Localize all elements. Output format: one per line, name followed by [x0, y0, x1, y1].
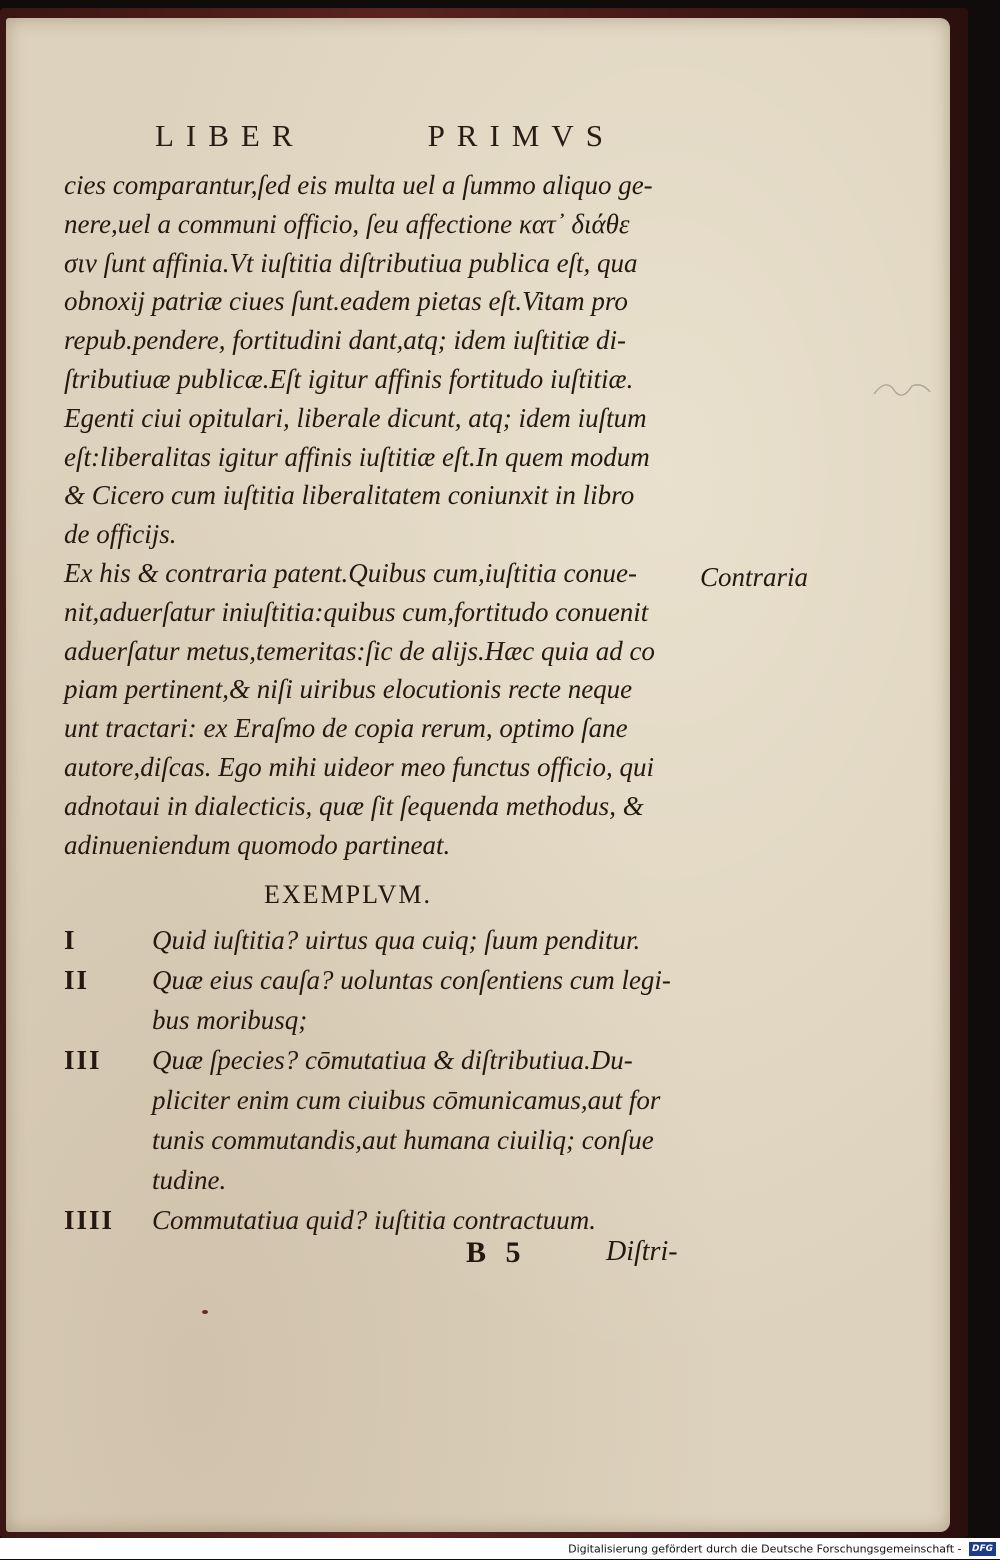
running-head-right: PRIMVS [427, 118, 615, 153]
body-text [64, 166, 704, 864]
text-line: adnotaui in dialecticis, quæ ſit ſequenda methodus, & [64, 790, 644, 821]
margin-note: Contraria [700, 562, 809, 592]
item-line: Quæ eius cauſa? uoluntas conſentiens cum legi- [152, 965, 671, 995]
text-line: aduerſatur metus,temeritas:ſic de alijs.Hæc quia ad co [64, 635, 655, 666]
text-line: obnoxij patriæ ciues ſunt.eadem pietas eſt.Vitam pro [64, 286, 628, 317]
text-line: eſt:liberalitas igitur affinis iuſtitiæ eſt.In quem modum [64, 441, 650, 472]
item-line: Commutatiua quid? iuſtitia contractuum. [152, 1205, 596, 1235]
text-line: cies comparantur,ſed eis multa uel a ſummo aliquo ge- [64, 170, 653, 200]
pencil-mark [872, 372, 932, 402]
item-numeral: II [64, 965, 90, 995]
text-line: adinueniendum quomodo partineat. [64, 829, 451, 860]
text-line: σιν ſunt affinia.Vt iuſtitia diſtributiua publica eſt, qua [64, 247, 638, 278]
item-text [152, 1200, 596, 1240]
text-line: piam pertinent,& niſi uiribus elocutionis recte neque [64, 674, 633, 705]
credit-text: Digitalisierung gefördert durch die Deutsche Forschungsgemeinschaft - [568, 1542, 962, 1556]
item-line: Quid iuſtitia? uirtus qua cuiq; ſuum penditur. [152, 925, 641, 955]
text-line: de officijs. [64, 519, 177, 550]
item-line: pliciter enim cum ciuibus cōmunicamus,aut for [152, 1085, 661, 1115]
text-line: nit,aduerſatur iniuſtitia:quibus cum,fortitudo conuenit [64, 596, 649, 627]
item-text [152, 960, 671, 1040]
example-item [64, 960, 704, 1040]
text-line: autore,diſcas. Ego mihi uideor meo functus officio, qui [64, 751, 654, 782]
item-numeral: IIII [64, 1205, 115, 1235]
text-line: Egenti ciui opitulari, liberale dicunt, atq; idem iuſtum [64, 402, 647, 433]
item-text [152, 1040, 660, 1200]
item-numeral: III [64, 1045, 102, 1075]
signature-mark: B 5 [466, 1236, 527, 1269]
running-head [155, 118, 615, 154]
example-list [64, 920, 704, 1240]
item-text [152, 920, 640, 960]
text-line: Ex his & contraria patent.Quibus cum,iuſtitia conue- [64, 557, 637, 588]
digitization-credit-bar [0, 1538, 1000, 1559]
text-line: & Cicero cum iuſtitia liberalitatem coniunxit in libro [64, 480, 635, 511]
item-line: bus moribusq; [152, 1005, 308, 1035]
example-item [64, 1040, 704, 1200]
text-line: unt tractari: ex Eraſmo de copia rerum, optimo ſane [64, 713, 628, 744]
catchword: Diſtri- [606, 1236, 678, 1267]
section-heading: EXEMPLVM. [264, 880, 433, 909]
ink-speck [202, 1310, 208, 1314]
item-line: tunis commutandis,aut humana ciuiliq; conſue [152, 1125, 654, 1155]
text-line: repub.pendere, fortitudini dant,atq; idem iuſtitiæ di- [64, 325, 626, 356]
item-numeral: I [64, 925, 77, 955]
text-line: ſtributiuæ publicæ.Eſt igitur affinis fortitudo iuſtitiæ. [64, 363, 634, 394]
item-line: tudine. [152, 1165, 227, 1195]
example-item [64, 920, 704, 960]
dfg-logo-icon: DFG [969, 1542, 996, 1556]
example-item [64, 1200, 704, 1240]
text-line: nere,uel a communi officio, ſeu affectione κατ᾽ διάθε [64, 208, 630, 239]
running-head-left: LIBER [155, 118, 305, 153]
item-line: Quæ ſpecies? cōmutatiua & diſtributiua.Du- [152, 1045, 633, 1075]
